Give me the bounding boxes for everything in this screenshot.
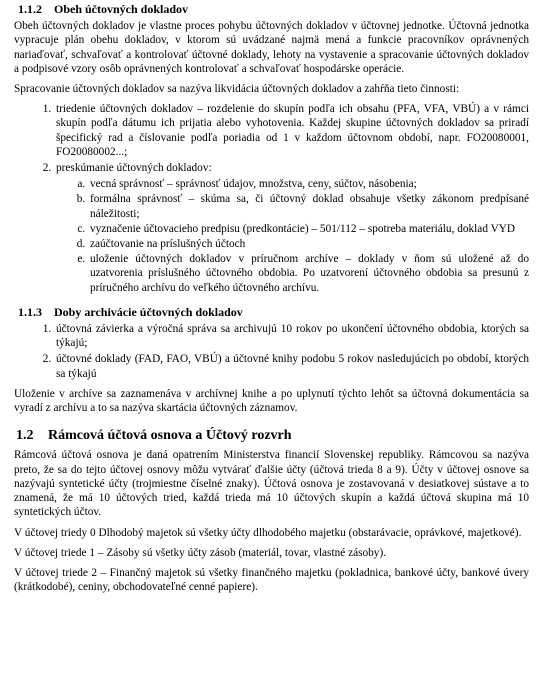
list-item: [54, 161, 529, 295]
section-number: 1.1.3: [18, 304, 42, 319]
sublist-item: e. uloženie účtovných dokladov v príručnom archíve – doklady v ňom sú uložené až do uzatvorenia príslušného účtovného obdobia. Po uzatvorení účtovného obdobia sa presunú z príručného archívu do veľkého účtovného archívu.: [88, 252, 529, 295]
archivacia-list: [14, 322, 529, 381]
section-1-1-2-heading: [18, 2, 529, 16]
section-title: Obeh účtovných dokladov: [54, 2, 189, 16]
section-number: 1.1.2: [18, 2, 42, 16]
sublist-item: c. vyznačenie účtovacieho predpisu (predkontácie) – 501/112 – spotreba materiálu, doklad VYD: [88, 222, 529, 236]
paragraph-likvidacia: Spracovanie účtovných dokladov sa nazýva likvidácia účtovných dokladov a zahŕňa tieto činnosti:: [14, 83, 460, 96]
section-title: Doby archivácie účtovných dokladov: [54, 304, 243, 319]
list-item: [54, 102, 529, 159]
section-title: Rámcová účtová osnova a Účtový rozvrh: [48, 428, 292, 444]
list-item: 2. účtovné doklady (FAD, FAO, VBÚ) a účtovné knihy podobu 5 rokov nasledujúcich po období, ktorých sa týkajú: [54, 352, 529, 380]
paragraph-trieda-2: V účtovej triede 2 – Finančný majetok sú všetky finančného majetku (pokladnica, bankové účty, bankové úvery (krátkodobé), ceniny, obchodovateľné cenné papiere).: [14, 566, 529, 594]
paragraph-obeh: Obeh účtovných dokladov je vlastne proces pohybu účtovných dokladov v účtovnej jednotke. Účtovná jednotka vypracuje plán obehu dokladov, v ktorom sú uvádzané najmä mená a funkcie pracovníkov oprávnených nariaďovať, schvaľovať a kontrolovať účtovné doklady, lehoty na vystavenie a spracovanie účtovných dokladov a podpisové vzory osôb oprávnených kontrolovať a schvaľovať hospodárske operácie.: [14, 20, 529, 75]
paragraph-skartacia: Uloženie v archíve sa zaznamenáva v archívnej knihe a po uplynutí týchto lehôt sa účtovná dokumentácia sa vyradí z archívu a to sa nazýva skartácia účtovných záznamov.: [14, 387, 529, 415]
section-number: 1.2: [16, 428, 34, 444]
paragraph-trieda-0: V účtovej triedy 0 Dlhodobý majetok sú všetky účty dlhodobého majetku (obstarávacie, oprávkové, majetkové).: [14, 526, 522, 539]
list-item-text: preskúmanie účtovných dokladov:: [56, 162, 212, 175]
paragraph-trieda-1: V účtovej triede 1 – Zásoby sú všetky účty zásob (materiál, tovar, vlastné zásoby).: [14, 546, 387, 559]
paragraph-ramcova-osnova: Rámcová účtová osnova je daná opatrením Ministerstva financií Slovenskej republiky. Rámcovou sa nazýva preto, že sa do tejto účtovej osnovy môžu vytvárať ďalšie účty (účtová trieda 8 a 9). Účty v účtovej osnove sa nazývajú syntetické účty (trojmiestne číselné znaky). Účtová osnova je zostavovaná v desiatkovej sústave a to znamená, že má 10 účtových tried, každá trieda má 10 účtových skupín a každá účtová skupina má 10 syntetických účtov.: [14, 449, 529, 519]
sublist-item: d. zaúčtovanie na príslušných účtoch: [88, 237, 529, 251]
sublist-item: b. formálna správnosť – skúma sa, či účtovný doklad obsahuje všetky zákonom predpísané náležitosti;: [88, 192, 529, 220]
sublist-item: a. vecná správnosť – správnosť údajov, množstva, ceny, súčtov, násobenia;: [88, 177, 529, 191]
section-1-2-heading: [16, 429, 529, 443]
preskumanie-sublist: [56, 177, 529, 295]
list-item-text: triedenie účtovných dokladov – rozdelenie do skupín podľa ich obsahu (PFA, VFA, VBÚ) a v rámci skupín podľa dátumu ich prijatia alebo vyhotovenia. Každej skupine účtovných dokladov sa priradí špecifický rad a číslovanie podľa poriadia od 1 v každom účtovnom období, napr. FO20080001, FO20080002...;: [56, 103, 529, 158]
section-1-1-3-heading: [18, 305, 529, 319]
list-item: 1. účtovná závierka a výročná správa sa archivujú 10 rokov po ukončení účtovného obdobia, ktorých sa týkajú;: [54, 322, 529, 350]
likvidacia-list: [14, 102, 529, 295]
